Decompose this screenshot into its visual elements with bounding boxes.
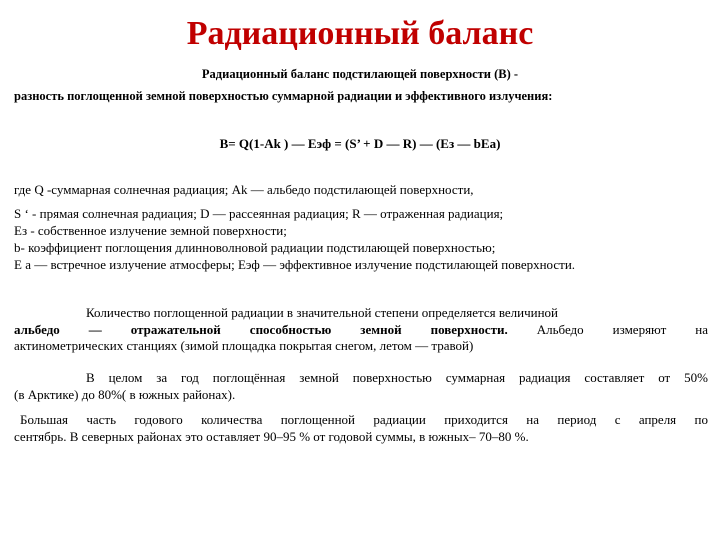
legend-line: b- коэффициент поглощения длинноволновой радиации подстилающей поверхностью; [14,240,496,255]
albedo-paragraph-line-2 [14,322,708,339]
albedo-paragraph [14,305,708,355]
formula-legend [14,181,714,273]
albedo-paragraph-line-2-rest: Альбедо измеряют на [507,321,709,337]
seasonal-radiation-line-1: Большая часть годового количества поглощенной радиации приходится на период с апреля по [20,412,708,427]
slide-title: Радиационный баланс [186,15,534,52]
legend-line: S ‘ - прямая солнечная радиация; D — рассеянная радиация; R — отраженная радиация; [14,206,504,221]
annual-radiation-line-2: (в Арктике) до 80%( в южных районах). [14,386,236,402]
seasonal-radiation-paragraph [14,412,708,445]
annual-radiation-paragraph [14,370,708,403]
seasonal-radiation-line-2: сентябрь. В северных районах это оставляет 90–95 % от годовой суммы, в южных– 70–80 %. [14,428,529,444]
definition-line-1: Радиационный баланс подстилающей поверхности (В) - [201,67,519,81]
albedo-paragraph-line-1: Количество поглощенной радиации в значительной степени определяется величиной [86,305,558,320]
definition-line-2: разность поглощенной земной поверхностью суммарной радиации и эффективного излучения: [14,89,553,103]
annual-radiation-line-1: В целом за год поглощённая земной поверхностью суммарная радиация составляет от 50% [86,370,708,385]
albedo-paragraph-line-3: актинометрических станциях (зимой площадка покрытая снегом, летом — травой) [14,338,474,353]
legend-line: Ез - собственное излучение земной поверхности; [14,223,287,238]
radiation-balance-formula: В= Q(1-Ak ) — Еэф = (S’ + D — R) — (Eз — bEа) [219,136,501,151]
legend-line: где Q -суммарная солнечная радиация; Ak — альбедо подстилающей поверхности, [14,182,474,197]
albedo-definition-bold: альбедо — отражательной способностью земной поверхности. [14,321,508,337]
legend-line: Е а — встречное излучение атмосферы; Еэф — эффективное излучение подстилающей поверхности. [14,257,576,272]
